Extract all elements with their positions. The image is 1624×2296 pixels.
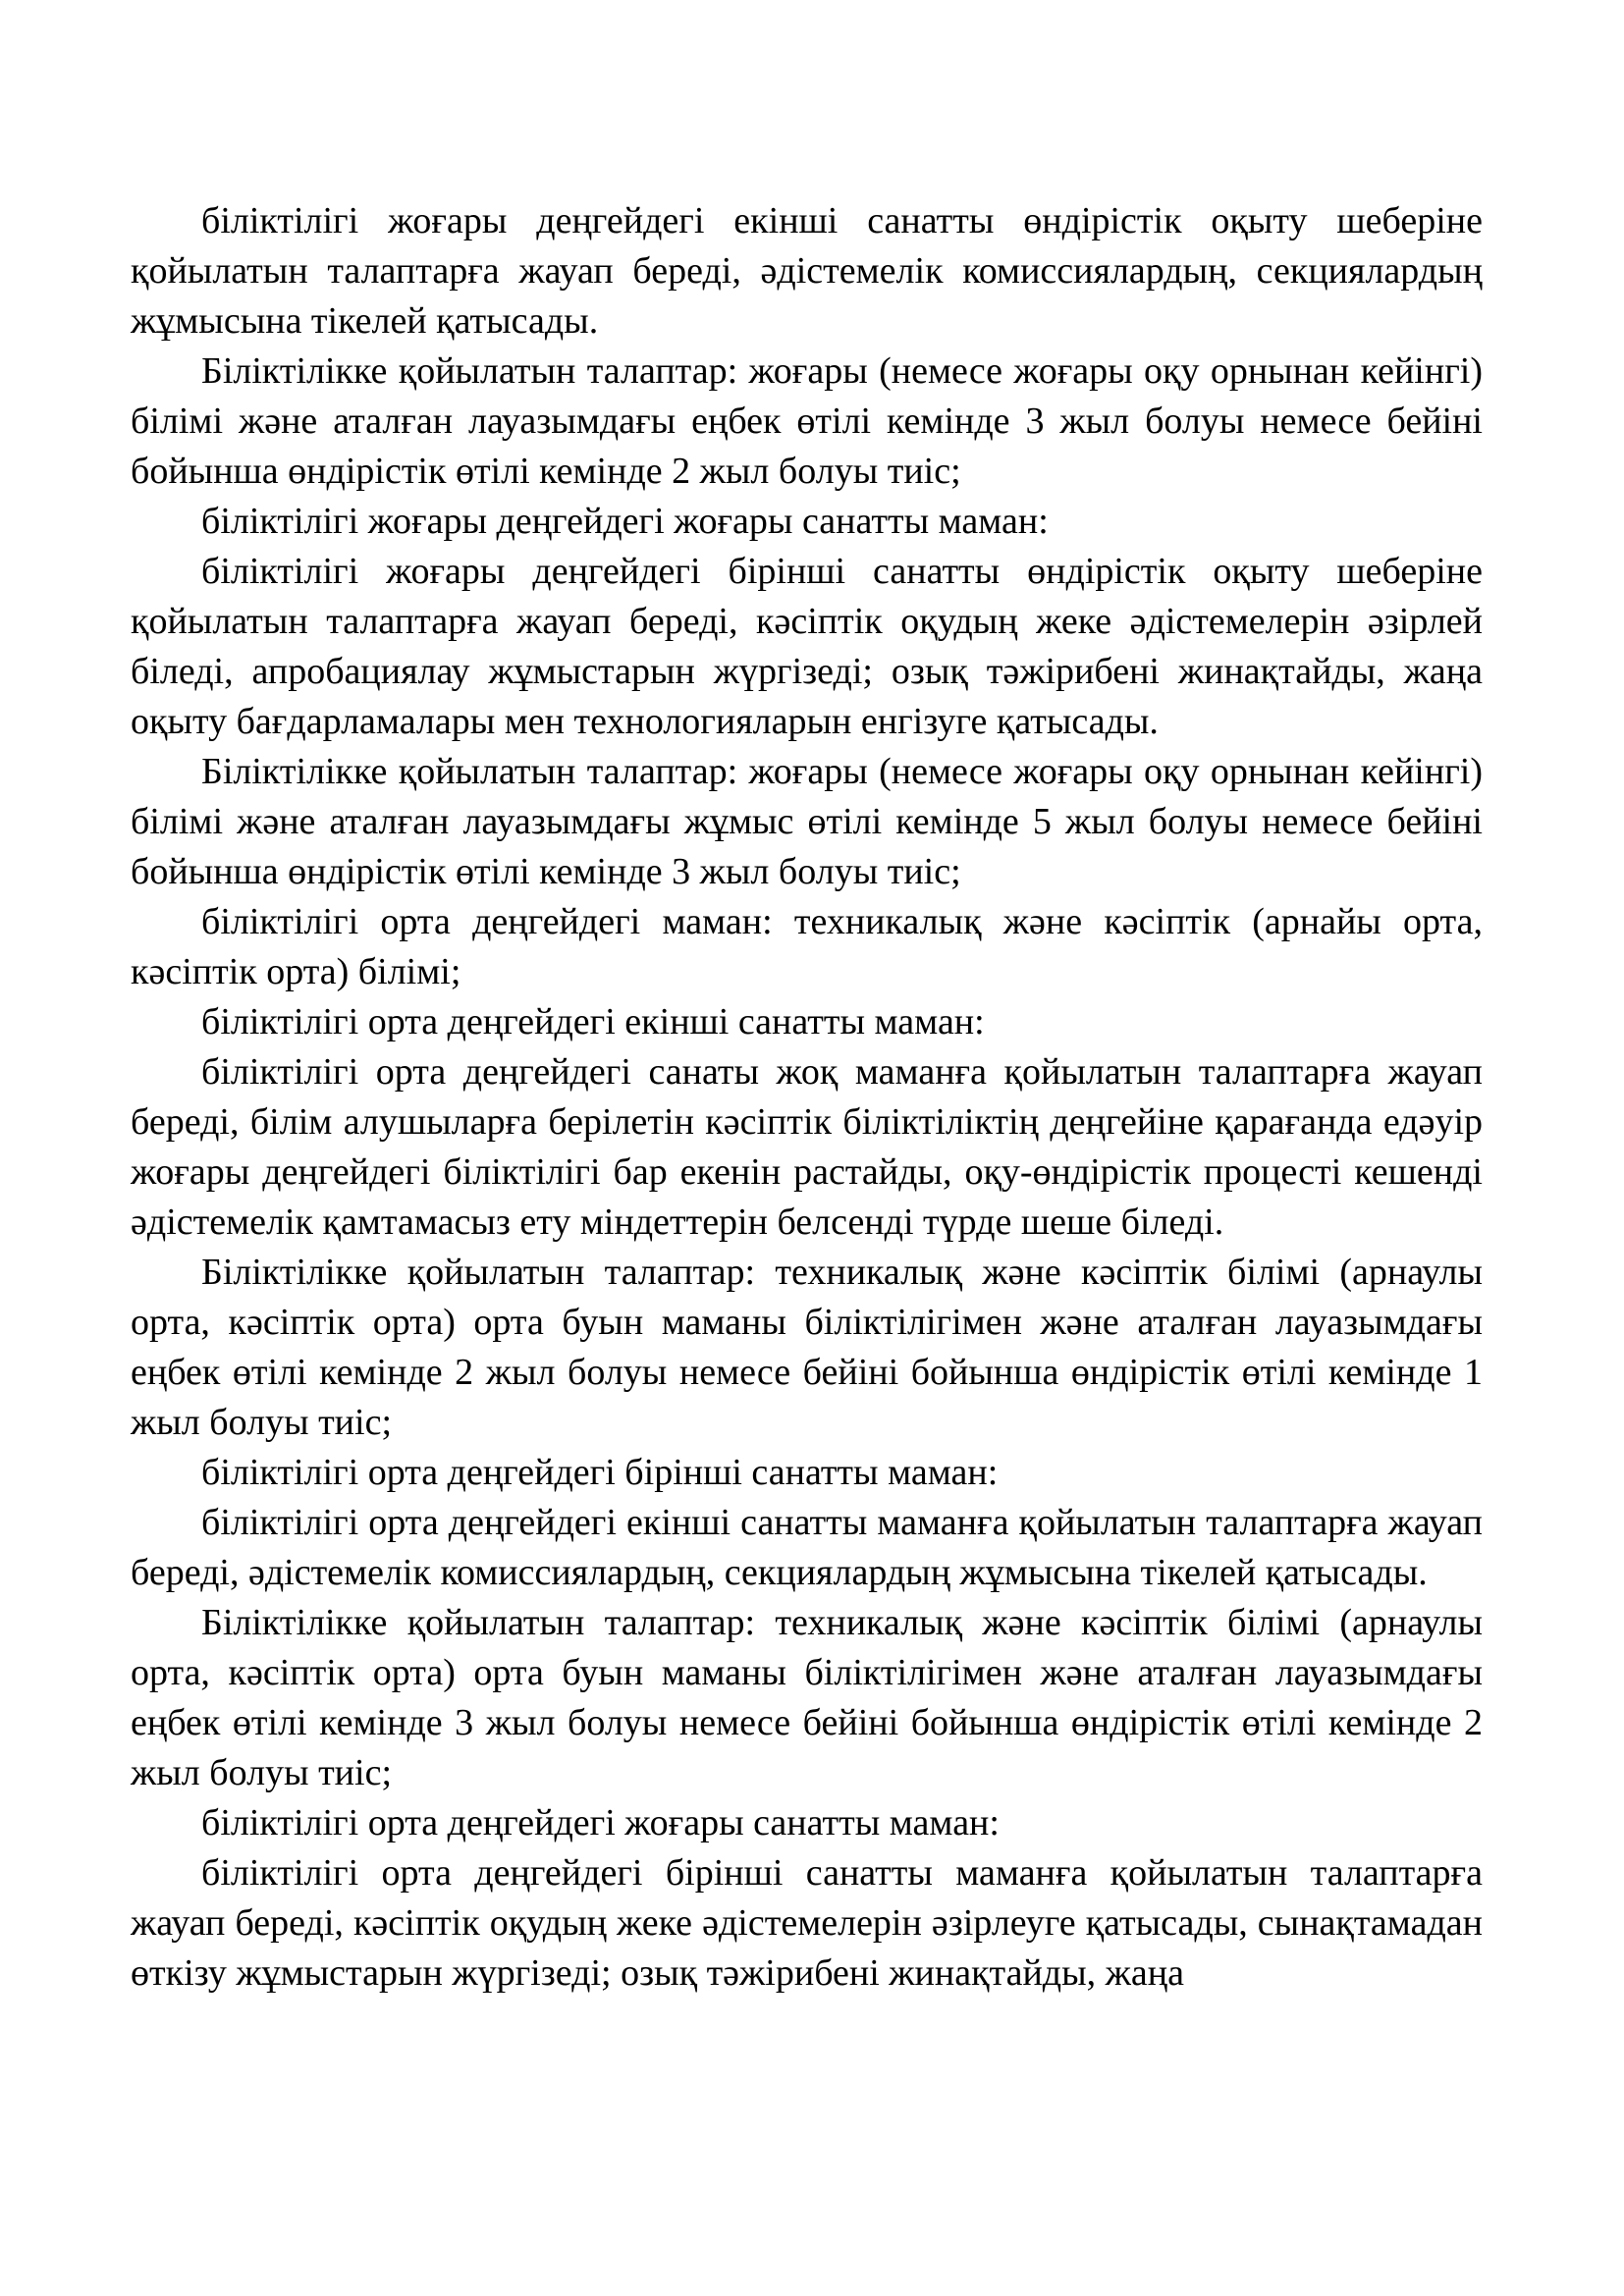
- paragraph: Біліктілікке қойылатын талаптар: жоғары (немесе жоғары оқу орнынан кейінгі) білімі және аталған лауазымдағы еңбек өтілі кемінде 3 жыл болуы немесе бейіні бойынша өндірістік өтілі кемінде 2 жыл болуы тиіс;: [131, 350, 1483, 492]
- paragraph: біліктілігі жоғары деңгейдегі жоғары санатты маман:: [201, 501, 1049, 542]
- paragraph: біліктілігі орта деңгейдегі бірінші санатты маманға қойылатын талаптарға жауап береді, кәсіптік оқудың жеке әдістемелерін әзірлеуге қатысады, сынақтамадан өткізу жұмыстарын жүргізеді; озық тәжірибені жинақтайды, жаңа: [131, 1852, 1483, 1994]
- paragraph: біліктілігі орта деңгейдегі екінші санатты маман:: [201, 1001, 985, 1042]
- paragraph: біліктілігі орта деңгейдегі бірінші санатты маман:: [201, 1452, 999, 1493]
- paragraph: біліктілігі орта деңгейдегі санаты жоқ маманға қойылатын талаптарға жауап береді, білім алушыларға берілетін кәсіптік біліктіліктің деңгейіне қарағанда едәуір жоғары деңгейдегі біліктілігі бар екенін растайды, оқу-өндірістік процесті кешенді әдістемелік қамтамасыз ету міндеттерін белсенді түрде шеше біледі.: [131, 1051, 1483, 1243]
- paragraph: Біліктілікке қойылатын талаптар: жоғары (немесе жоғары оқу орнынан кейінгі) білімі және аталған лауазымдағы жұмыс өтілі кемінде 5 жыл болуы немесе бейіні бойынша өндірістік өтілі кемінде 3 жыл болуы тиіс;: [131, 751, 1483, 892]
- paragraph: Біліктілікке қойылатын талаптар: техникалық және кәсіптік білімі (арнаулы орта, кәсіптік орта) орта буын маманы біліктілігімен және аталған лауазымдағы еңбек өтілі кемінде 2 жыл болуы немесе бейіні бойынша өндірістік өтілі кемінде 1 жыл болуы тиіс;: [131, 1252, 1483, 1443]
- paragraph: біліктілігі орта деңгейдегі жоғары санатты маман:: [201, 1802, 1000, 1843]
- paragraph: біліктілігі орта деңгейдегі маман: техникалық және кәсіптік (арнайы орта, кәсіптік орта) білімі;: [131, 901, 1483, 992]
- paragraph: Біліктілікке қойылатын талаптар: техникалық және кәсіптік білімі (арнаулы орта, кәсіптік орта) орта буын маманы біліктілігімен және аталған лауазымдағы еңбек өтілі кемінде 3 жыл болуы немесе бейіні бойынша өндірістік өтілі кемінде 2 жыл болуы тиіс;: [131, 1602, 1483, 1793]
- document-body: [131, 196, 1483, 1999]
- paragraph: біліктілігі жоғары деңгейдегі екінші санатты өндірістік оқыту шеберіне қойылатын талаптарға жауап береді, әдістемелік комиссиялардың, секциялардың жұмысына тікелей қатысады.: [131, 200, 1483, 342]
- paragraph: біліктілігі орта деңгейдегі екінші санатты маманға қойылатын талаптарға жауап береді, әдістемелік комиссиялардың, секциялардың жұмысына тікелей қатысады.: [131, 1502, 1483, 1593]
- paragraph: біліктілігі жоғары деңгейдегі бірінші санатты өндірістік оқыту шеберіне қойылатын талаптарға жауап береді, кәсіптік оқудың жеке әдістемелерін әзірлей біледі, апробациялау жұмыстарын жүргізеді; озық тәжірибені жинақтайды, жаңа оқыту бағдарламалары мен технологияларын енгізуге қатысады.: [131, 551, 1483, 742]
